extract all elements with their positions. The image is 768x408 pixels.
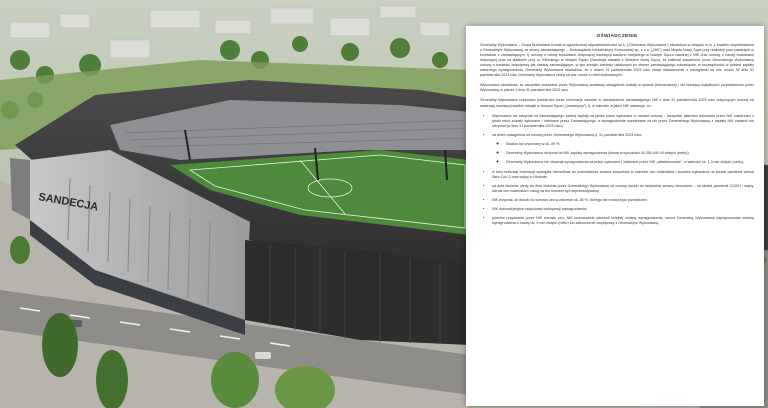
list-item: • pomimo przyznania przez NIK wzrostu cen, NIK bezzasadnie odmówił kolejnej zmiany wynagrodzenia, strona Generalny Wykonawca zaproponowała zmianę wynagrodzenia o kwotę ok. 9 mln złotych (netto) lub zakończenie współpracy z Generalnym Wykonawcą. — [492, 216, 754, 226]
list-item: • NIK przyznał, że doszło do wzrostu cen w zakresie ok. 38 %, którego nie można było przewidzieć; — [492, 198, 754, 203]
stadium-sign: SANDECJA — [37, 191, 100, 214]
paragraph-2: Wykonawca oświadcza, że wszystkie wskazane przez Wykonawcę podstawy odstąpienia zostały w sposób jednoznaczny i nie budzący wątpliwości przedstawione przez Wykonawcę w piśmie z dnia 31 października 2023 roku. — [480, 83, 754, 93]
bullet-list-1 — [480, 114, 754, 165]
list-item: • NIK dokonał jedynie częściowej waloryzacji wynagrodzenia; — [492, 207, 754, 212]
bullet-list-2 — [480, 170, 754, 226]
sub-list-item: ◦ Generalny Wykonawca nie otrzymał wynagrodzenia za prace wykonane i odebrane przez NIK „zafakturowane", w wartości ok. 1,3 mln złotych (netto); — [506, 160, 754, 165]
list-item: • od dnia złożenia oferty do dnia złożenia przez Generalnego Wykonawcę od umowy doszło do radykalnej zmiany stosunków – na skutek pandemii COVID i wojny, wzrost cen materiałów i usług na ten moment był nieprzewidywalny; — [492, 184, 754, 194]
statement-document — [466, 26, 764, 406]
sub-list-item: ◦ Generalny Wykonawca otrzymał od NIK zapłatę wynagrodzenia (kwota w wysokości 40.350.440,49 złotych (netto)); — [506, 151, 754, 156]
list-item: • na dzień odstąpienia od umowy przez Generalnego Wykonawcę tj. 31 października 2023 roku: — [492, 133, 754, 138]
list-item: • w toku realizacji Inwestycji wystąpiła niemożliwa do przewidzenia zmiana stosunków w zakresie cen materiałów i kosztów wykonania na skutek pandemii wirusa Sars-CoV-2 oraz wojny w Ukrainie; — [492, 170, 754, 180]
paragraph-3: Generalny Wykonawca częściowo potwierdza także informacje zawarte w oświadczeniu zamawiającego NIK z dnia 31 października 2023 roku dotyczącym umowy na realizację inwestycji stadion miejski w Nowym Sączu („Inwestycja"), tj. w zakresie w jakim NIK wskazuje, że: — [480, 98, 754, 108]
document-title: OŚWIADCZENIE — [596, 34, 638, 39]
list-item: • Wykonawca nie otrzymał od Zamawiającego żadnej zapłaty za jakieś prace wykonane w ramach umowy – wszystkie płatności dokonane przez NIK należności z tytułu robót zostały wykonane i odebrane przez Zamawiającego, a wynagrodzenie oczekiwane za nie przez Generalnego Wykonawcę z zapłaty NIK zapłacić nie otrzymał (w dniu 31 października 2023 roku); — [492, 114, 754, 129]
sub-list-item: ◦ Stadion był wykonany w ok. 89 %; — [506, 142, 754, 147]
paragraph-1: Generalny Wykonawca – Grupa Budowlana Kusiak w ograniczonej odpowiedzialności sp.k. („Generalny Wykonawca") oświadcza w związku m.in. z brakiem współdziałania z Generalnym Wykonawcą ze strony zamawiającego – Nowosądecki Infrastruktury Komunalnej sp. z o.o. („NIK") oraz Miasta Nowy Sącz przy realizacji prac zawartych w kontrakcie z zamawiającym, tj. umowy o roboty budowlane dotyczącej inwestycji stadionu miejskiego w Nowym Sączu zawartej z NIK oraz umowy o roboty budowlane dotyczącej prac na stadionie przy ul. Kilińskiego w Nowym Sączu (Sandecja zawarte z Miastem Nowy Sącz), że zaistniał zasadności przez Generalnego Wykonawcę umowy o trwałości współpracy jak zasady zamawiającym, w tym kredytu wartości ustalonych po stronie zamawiającego zobowiązań, w szczególności w postaci zapłaty należnego wynagrodzenia, Generalny Wykonawca oświadcza, że z dniem 31 października 2023 roku złożył oświadczenie o odstąpieniu od ww. umów. W dniu 31 października 2023 roku Generalny Wykonawca złożył od ww. umów z robót budowlanych. — [480, 43, 754, 78]
